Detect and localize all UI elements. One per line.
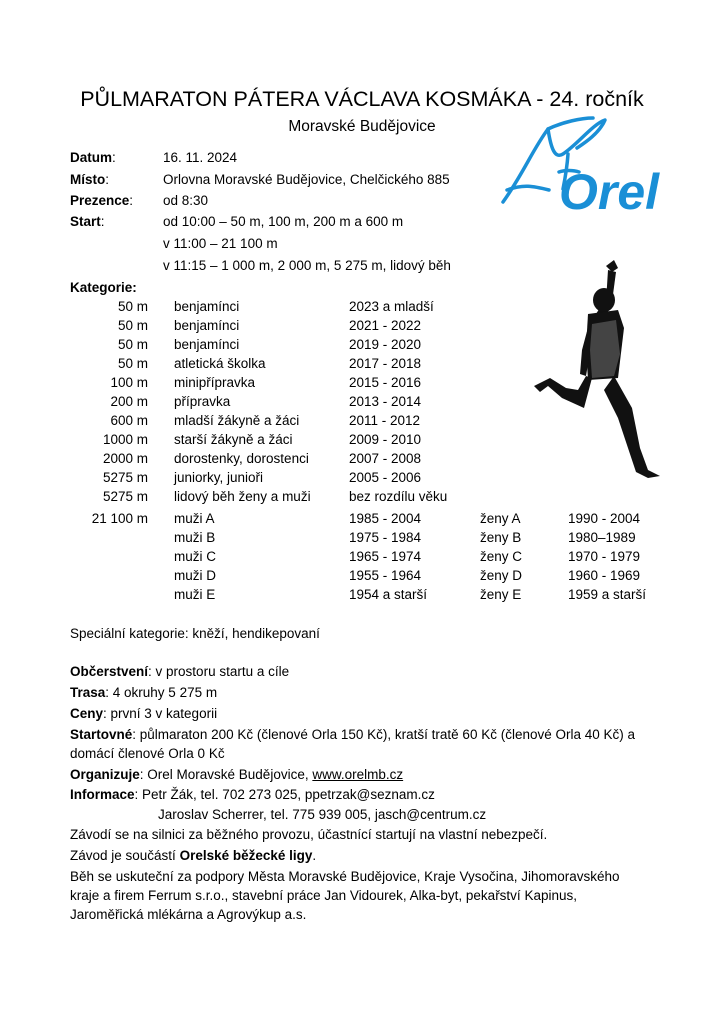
category-years: 2013 - 2014 [349, 394, 422, 409]
obcerstveni-value: : v prostoru startu a cíle [148, 664, 290, 679]
hm-women-category: ženy B [480, 530, 522, 545]
note-league [70, 847, 316, 865]
category-years: 2017 - 2018 [349, 356, 422, 371]
category-years: 2011 - 2012 [349, 413, 421, 428]
obcerstveni-label: Občerstvení [70, 664, 149, 679]
trasa-value: : 4 okruhy 5 275 m [105, 685, 218, 700]
category-years: 2023 a mladší [349, 299, 434, 314]
category-distance: 600 m [110, 413, 148, 428]
category-name: lidový běh ženy a muži [174, 489, 311, 504]
informace-label: Informace [70, 787, 135, 802]
ceny-value: : první 3 v kategorii [103, 706, 218, 721]
datum-label: Datum: [70, 150, 116, 165]
organizuje-line [70, 766, 403, 784]
hm-women-category: ženy C [480, 549, 523, 564]
organizuje-label: Organizuje [70, 767, 140, 782]
hm-men-years: 1975 - 1984 [349, 530, 422, 545]
category-name: starší žákyně a žáci [174, 432, 293, 447]
category-name: benjamínci [174, 318, 240, 333]
hm-women-category: ženy E [480, 587, 522, 602]
hm-women-category: ženy A [480, 511, 521, 526]
kategorie-label: Kategorie: [70, 280, 137, 295]
hm-women-years: 1970 - 1979 [568, 549, 641, 564]
prezence-label: Prezence: [70, 193, 134, 208]
startovne-line [70, 726, 635, 744]
category-years: 2005 - 2006 [349, 470, 422, 485]
category-name: juniorky, junioři [174, 470, 264, 485]
hm-men-category: muži E [174, 587, 216, 602]
hm-women-years: 1980–1989 [568, 530, 636, 545]
hm-men-category: muži C [174, 549, 217, 564]
hm-men-years: 1985 - 2004 [349, 511, 422, 526]
runner-figure [528, 258, 678, 480]
start-label: Start: [70, 214, 105, 229]
logo-text: Orel [559, 164, 660, 214]
category-distance: 5275 m [102, 470, 148, 485]
hm-women-years: 1960 - 1969 [568, 568, 641, 583]
category-distance: 50 m [117, 299, 148, 314]
category-distance: 2000 m [102, 451, 148, 466]
support-line-2: kraje a firem Ferrum s.r.o., stavební práce Jan Vidourek, Alka-byt, pekařství Kapinus, [70, 888, 577, 903]
category-distance: 100 m [110, 375, 148, 390]
category-years: 2007 - 2008 [349, 451, 422, 466]
category-distance: 200 m [110, 394, 148, 409]
startovne-label: Startovné [70, 727, 133, 742]
datum-value: 16. 11. 2024 [163, 150, 238, 165]
category-years: 2015 - 2016 [349, 375, 422, 390]
category-distance: 50 m [117, 356, 148, 371]
page-subtitle: Moravské Budějovice [288, 118, 436, 135]
note-league-pre: Závod je součástí [70, 848, 180, 863]
category-name: benjamínci [174, 337, 240, 352]
hm-men-category: muži D [174, 568, 217, 583]
startovne-value: : půlmaraton 200 Kč (členové Orla 150 Kč), kratší tratě 60 Kč (členové Orla 40 Kč) a [132, 727, 636, 742]
misto-colon: : [105, 172, 110, 187]
category-years: 2019 - 2020 [349, 337, 422, 352]
prezence-value: od 8:30 [163, 193, 209, 208]
category-name: atletická školka [174, 356, 266, 371]
ceny-line [70, 705, 217, 723]
obcerstveni-line [70, 663, 289, 681]
hm-distance: 21 100 m [91, 511, 148, 526]
trasa-line [70, 684, 217, 702]
category-name: přípravka [174, 394, 231, 409]
prezence-colon: : [129, 193, 134, 208]
note-road: Závodí se na silnici za běžného provozu, účastnící startují na vlastní nebezpečí. [70, 827, 548, 842]
category-years: 2009 - 2010 [349, 432, 422, 447]
category-years: bez rozdílu věku [349, 489, 448, 504]
start-value-2: v 11:00 – 21 100 m [163, 236, 278, 251]
support-line-1: Běh se uskuteční za podpory Města Moravské Budějovice, Kraje Vysočina, Jihomoravského [70, 869, 620, 884]
category-distance: 50 m [117, 318, 148, 333]
informace-line-2: Jaroslav Scherrer, tel. 775 939 005, jasch@centrum.cz [158, 807, 487, 822]
special-categories: Speciální kategorie: kněží, hendikepovaní [70, 626, 320, 641]
category-years: 2021 - 2022 [349, 318, 422, 333]
trasa-label: Trasa [70, 685, 106, 700]
note-league-post: . [312, 848, 317, 863]
hm-men-years: 1965 - 1974 [349, 549, 422, 564]
start-colon: : [100, 214, 105, 229]
support-line-3: Jaroměřická mlékárna a Agrovýkup a.s. [70, 907, 307, 922]
website-link[interactable]: www.orelmb.cz [312, 767, 404, 782]
category-name: dorostenky, dorostenci [174, 451, 309, 466]
league-name: Orelské běžecké ligy [179, 848, 313, 863]
hm-women-years: 1990 - 2004 [568, 511, 641, 526]
category-name: minipřípravka [174, 375, 256, 390]
organizuje-value: : Orel Moravské Budějovice, [139, 767, 313, 782]
start-value-3: v 11:15 – 1 000 m, 2 000 m, 5 275 m, lidový běh [163, 258, 451, 273]
ceny-label: Ceny [70, 706, 104, 721]
informace-value: : Petr Žák, tel. 702 273 025, ppetrzak@seznam.cz [134, 787, 435, 802]
hm-men-category: muži B [174, 530, 216, 545]
category-distance: 1000 m [102, 432, 148, 447]
category-name: mladší žákyně a žáci [174, 413, 300, 428]
category-name: benjamínci [174, 299, 240, 314]
misto-value: Orlovna Moravské Budějovice, Chelčického 885 [163, 172, 450, 187]
informace-line [70, 786, 435, 804]
datum-colon: : [112, 150, 116, 165]
hm-men-years: 1955 - 1964 [349, 568, 422, 583]
orel-logo [493, 114, 693, 214]
hm-men-years: 1954 a starší [349, 587, 428, 602]
kategorie-colon: : [132, 280, 137, 295]
page-title: PŮLMARATON PÁTERA VÁCLAVA KOSMÁKA - 24. ročník [80, 87, 644, 111]
hm-men-category: muži A [174, 511, 215, 526]
hm-women-years: 1959 a starší [568, 587, 647, 602]
category-distance: 50 m [117, 337, 148, 352]
category-distance: 5275 m [102, 489, 148, 504]
start-value-1: od 10:00 – 50 m, 100 m, 200 m a 600 m [163, 214, 404, 229]
startovne-line-2: domácí členové Orla 0 Kč [70, 746, 225, 761]
misto-label: Místo: [70, 172, 110, 187]
hm-women-category: ženy D [480, 568, 523, 583]
